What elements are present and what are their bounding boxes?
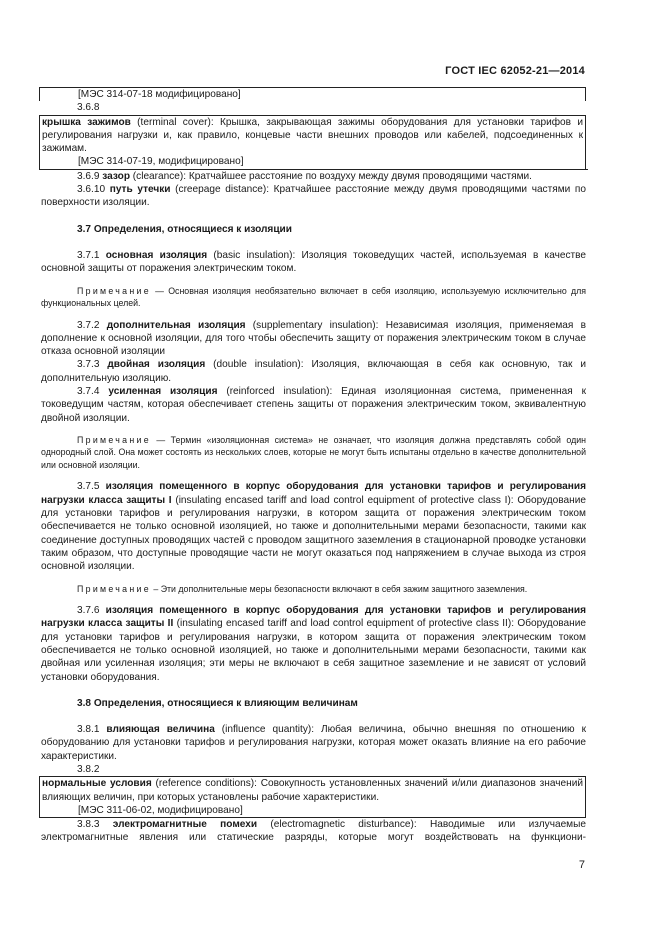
boxed-reference [39, 87, 586, 101]
definition-text: (insulating encased tariff and load control equipment of protective class I): Оборудование для установки тарифов и регулирования нагрузки, в котором защита от поражения электрическим током обеспечивается не только основной изоляцией, но также и дополнительными мерами безопасности, такими как соединение доступных проводящих частей с проводом защитного заземления в стационарной проводке установки таким образом, что доступные проводящие части не могут оказаться под напряжением в случае выхода из строя основной изоляции. [41, 494, 586, 573]
note [41, 285, 586, 310]
definition-text: (clearance): Кратчайшее расстояние по воздуху между двумя проводящими частями. [129, 170, 532, 182]
definition-reference-conditions [42, 777, 583, 804]
note-label: Примечание [77, 434, 151, 445]
note-text: – Эти дополнительные меры безопасности включают в себя зажим защитного заземления. [150, 583, 528, 594]
iec-reference: [МЭС 314-07-18 модифицировано] [78, 89, 241, 100]
clause-number: 3.8.2 [77, 763, 100, 775]
term: крышка зажимов [42, 116, 131, 128]
term: изоляция помещенного в корпус оборудования для установки тарифов и регулирования нагрузки класса защиты II [41, 605, 586, 630]
note [41, 583, 586, 596]
definition-text: (creepage distance): Кратчайшее расстояние между двумя проводящими частями по поверхности изоляции. [41, 184, 587, 209]
definition-text: (electromagnetic disturbance): Наводимые или излучаемые электромагнитные явления или статические разряды, которые могут воздействовать на функциони- [41, 819, 586, 844]
document-header: ГОСТ IEC 62052-21—2014 [445, 65, 585, 77]
note-label: Примечание [77, 583, 151, 594]
section-heading-3-7: 3.7 Определения, относящиеся к изоляции [77, 223, 292, 235]
definition-text: (reference conditions): Совокупность установленных значений и/или диапазонов значений влияющих величин, при которых установлены рабочие характеристики. [42, 778, 583, 803]
note-text: — Термин «изоляционная система» не означает, что изоляция должна представлять собой один однородный слой. Она может состоять из нескольких слоев, которые не могут быть испытаны отдельно в качестве дополнительной или основной изоляции. [41, 434, 586, 470]
clause-number: 3.6.8 [77, 102, 100, 114]
term: двойная изоляция [107, 359, 206, 371]
clause-number: 3.6.9 [77, 170, 103, 182]
definition-text: (terminal cover): Крышка, закрывающая зажимы оборудования для установки тарифов и регулирования нагрузки и, как правило, концевые части внешних проводов или кабелей, подсоединенных к зажимам. [42, 116, 583, 155]
term: нормальные условия [42, 778, 152, 790]
term: зазор [102, 170, 130, 182]
definition-supplementary-insulation [41, 319, 586, 359]
note-label: Примечание [77, 285, 151, 296]
term: путь утечки [109, 184, 171, 196]
definition-text: (influence quantity): Любая величина, обычно внешняя по отношению к оборудованию для установки тарифов и регулирования нагрузки, которая может оказать влияние на его рабочие характеристики. [41, 724, 586, 762]
section-heading-3-8: 3.8 Определения, относящиеся к влияющим величинам [77, 697, 358, 709]
definition-class-i [41, 480, 586, 573]
boxed-definition [39, 115, 586, 169]
clause-number: 3.6.10 [77, 184, 110, 196]
definition-text: (supplementary insulation): Независимая изоляция, применяемая в дополнение к основной изоляции, для того чтобы обеспечить защиту от поражения электрическим током в случае отказа основной изоляции [41, 319, 586, 358]
definition-creepage [41, 183, 586, 210]
clause-number: 3.7.6 [77, 605, 106, 617]
clause-number: 3.7.2 [77, 319, 107, 331]
definition-influence-quantity [41, 723, 586, 763]
definition-clearance [41, 170, 586, 183]
note [41, 434, 586, 472]
definition-terminal-cover [42, 116, 583, 156]
term: электромагнитные помехи [112, 819, 258, 831]
iec-reference: [МЭС 314-07-19, модифицировано] [78, 156, 244, 168]
note-text: — Основная изоляция необязательно включает в себя изоляцию, используемую исключительно для функциональных целей. [41, 285, 586, 309]
clause-number: 3.7.4 [77, 386, 109, 398]
definition-reinforced-insulation [41, 385, 586, 425]
clause-number: 3.7.3 [77, 359, 108, 371]
page-number: 7 [578, 859, 585, 871]
term: влияющая величина [106, 724, 215, 736]
definition-double-insulation [41, 358, 586, 385]
definition-em-disturbance [41, 818, 586, 845]
definition-text: (double insulation): Изоляция, включающая в себя как основную, так и дополнительную изоляцию. [41, 359, 586, 384]
page-content [41, 87, 586, 845]
iec-reference: [МЭС 311-06-02, модифицировано] [78, 804, 243, 816]
boxed-definition [39, 776, 586, 818]
clause-number: 3.8.1 [77, 724, 107, 736]
definition-basic-insulation [41, 249, 586, 276]
term: дополнительная изоляция [106, 319, 246, 331]
definition-class-ii [41, 604, 586, 684]
definition-text: (reinforced insulation): Единая изоляционная система, примененная к токоведущим частям, которая обеспечивает степень защиты от поражения электрическим током, эквивалентную двойной изоляции. [41, 386, 586, 424]
definition-text: (basic insulation): Изоляция токоведущих частей, используемая в качестве основной защиты от поражения электрическим током. [41, 249, 586, 275]
term: усиленная изоляция [108, 386, 218, 398]
term: изоляция помещенного в корпус оборудования для установки тарифов и регулирования нагрузки класса защиты I [41, 481, 586, 506]
clause-number: 3.7.5 [77, 481, 106, 493]
clause-number: 3.8.3 [77, 819, 113, 831]
clause-number: 3.7.1 [77, 249, 106, 261]
definition-text: (insulating encased tariff and load control equipment of protective class II): Оборудование для установки тарифов и регулирования нагрузки, в котором защита от поражения электрическим током обеспечивается не только основной изоляцией, но также и дополнительными мерами безопасности, такими как двойная или усиленная изоляция; эти меры не включают в себя защитное заземление и не зависят от условий установки оборудования. [41, 618, 587, 683]
term: основная изоляция [105, 249, 208, 261]
